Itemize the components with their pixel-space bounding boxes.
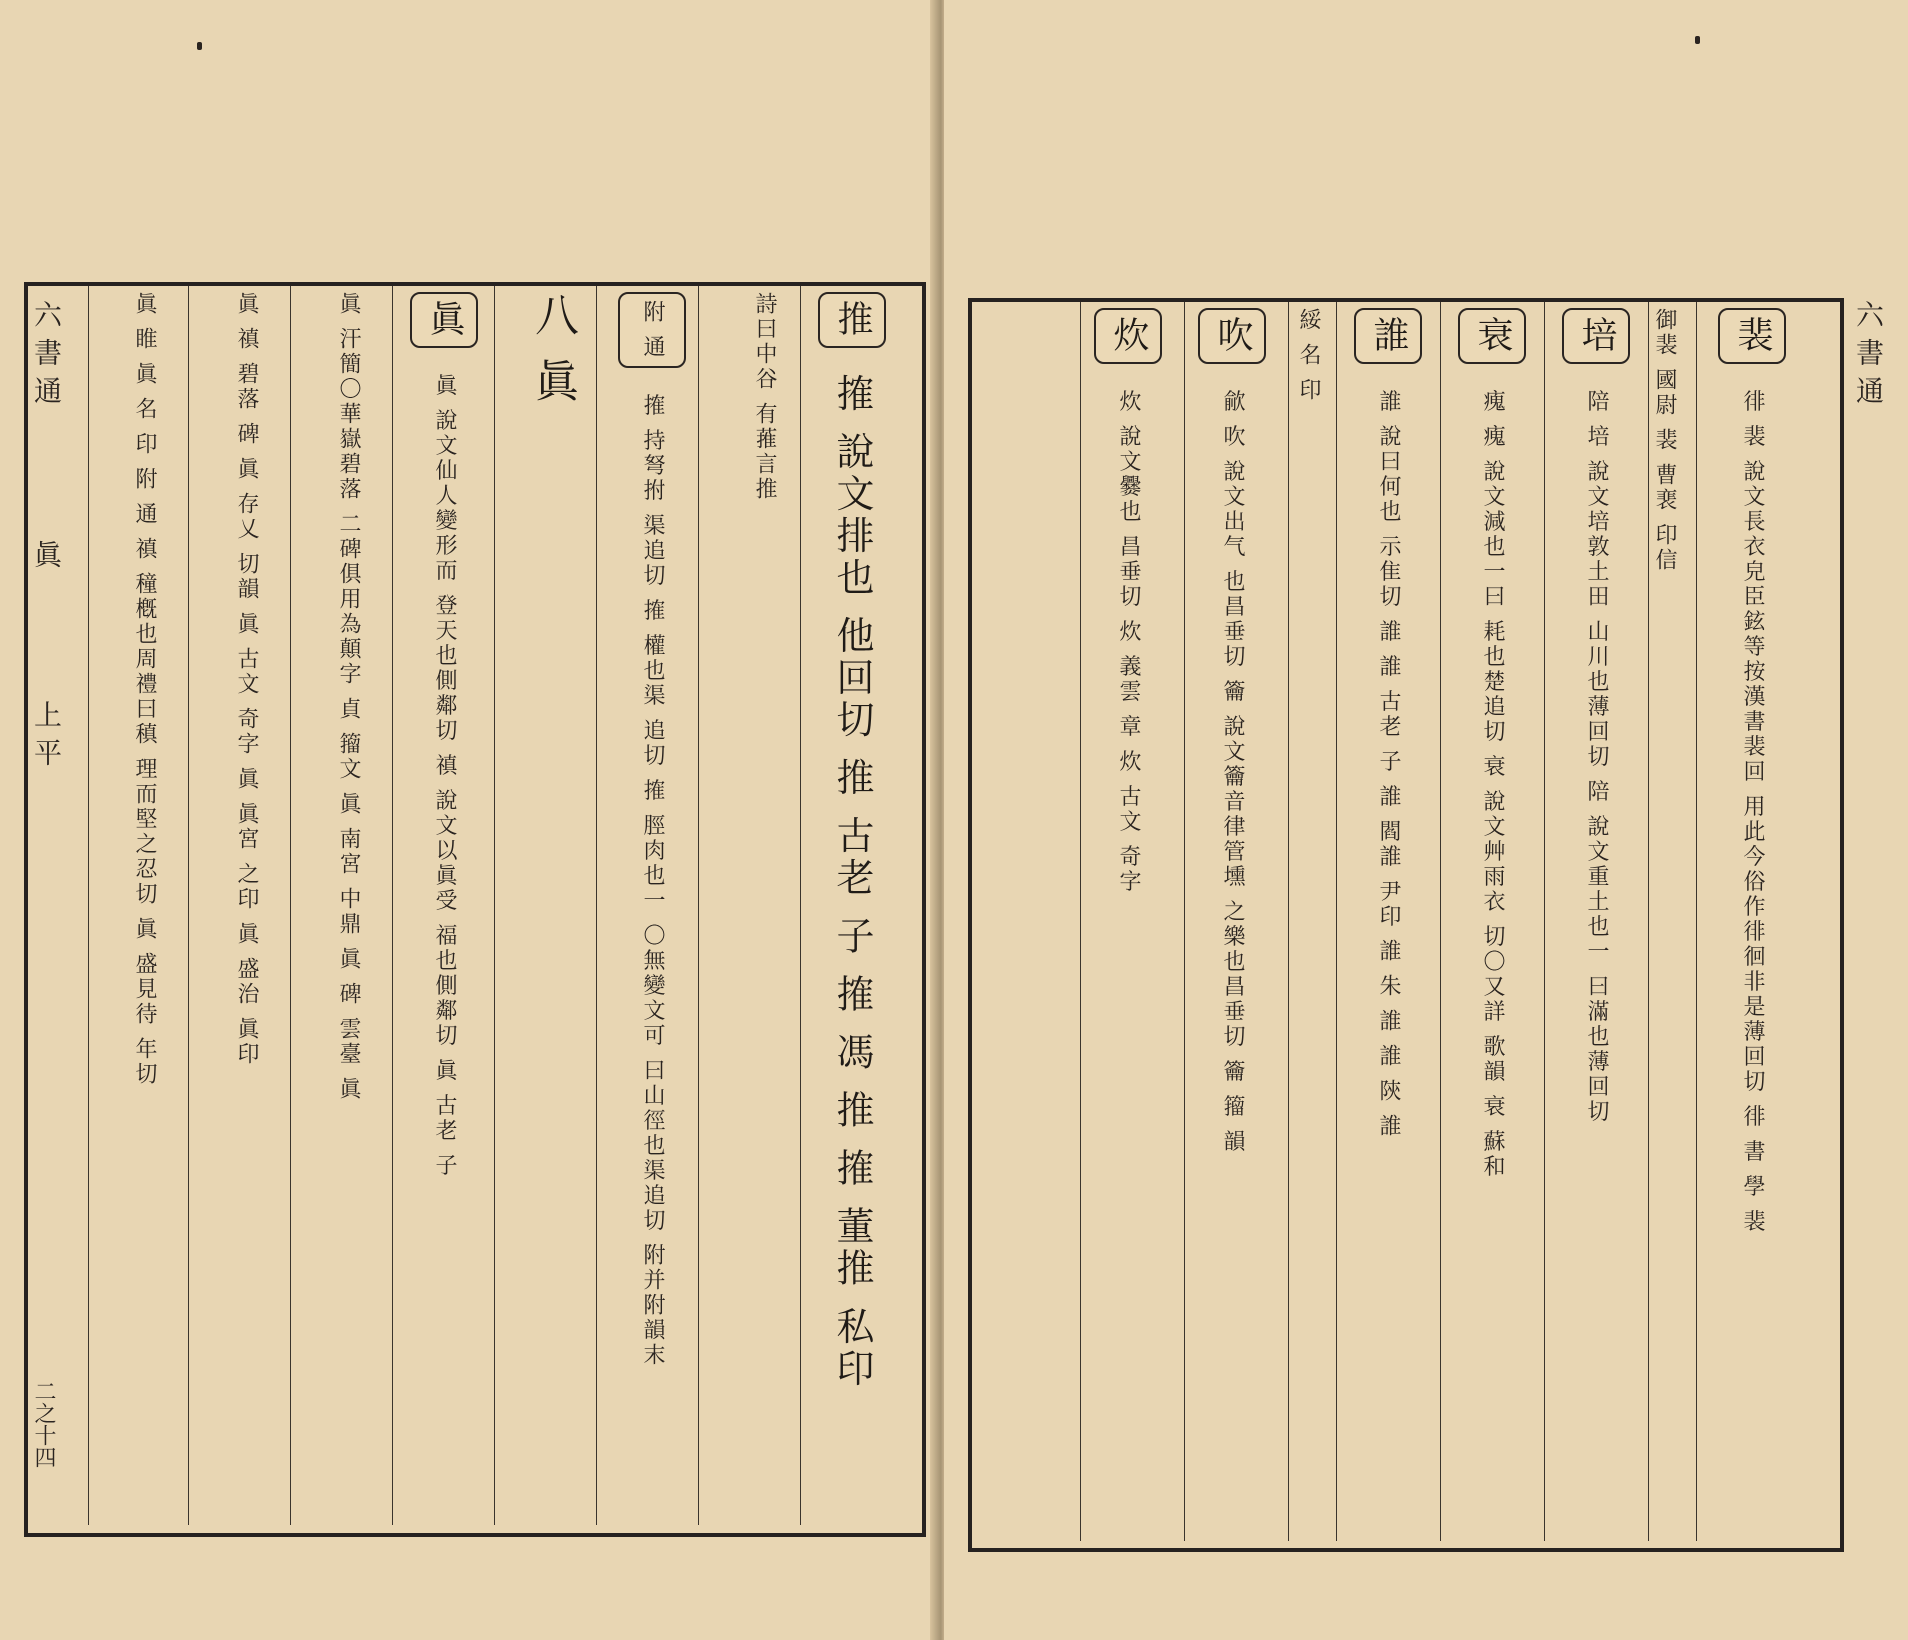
text-column	[318, 292, 376, 1524]
column-text: 眞 禛 碧落 碑 眞 存乂 切韻 眞 古文 奇字 眞 眞宮 之印 眞 盛治 眞印	[234, 292, 259, 1067]
column-text: 瘣 瘣 說文減也一曰 耗也楚追切 衰 說文艸雨衣 切〇又詳 歌韻 衰 蘇和	[1480, 389, 1505, 1180]
ink-mark	[197, 42, 202, 50]
column-text: 搉 持弩拊 渠追切 搉 權也渠 追切 搉 脛肉也一 〇無變文可 曰山徑也渠追切 附并附韻末	[640, 393, 665, 1369]
text-column	[1208, 308, 1266, 1540]
column-text: 八 眞	[527, 292, 578, 406]
text-column	[1642, 308, 1692, 1540]
left-page	[0, 0, 941, 1640]
margin-book-title: 六書通	[1852, 300, 1885, 414]
column-text: 詩曰中谷 有蓷言推	[752, 292, 777, 502]
text-column	[734, 292, 792, 1524]
margin-book-title: 六書通	[30, 300, 63, 414]
column-text: 綏 名 印	[1296, 308, 1321, 403]
text-column	[114, 292, 172, 1524]
column-text: 陪 培 說文培敦土田 山川也薄回切 陪 說文重土也一 曰滿也薄回切	[1584, 389, 1609, 1125]
text-column	[1468, 308, 1526, 1540]
text-column	[420, 292, 478, 1524]
column-text: 眞 汗簡〇華嶽碧落 二碑俱用為顛字 貞 籀文 眞 南宮 中鼎 眞 碑 雲臺 眞	[336, 292, 361, 1102]
column-text: 歈 吹 說文出气 也昌垂切 籥 說文籥音律管壎 之樂也昌垂切 籥 籀 韻	[1220, 389, 1245, 1155]
character-heading: 炊	[1094, 308, 1162, 364]
right-text-frame	[968, 298, 1844, 1552]
column-text: 炊 說文爨也 昌垂切 炊 義雲 章 炊 古文 奇字	[1116, 389, 1141, 895]
text-column	[1364, 308, 1422, 1540]
column-text: 眞 睢 眞 名 印 附 通 禛 穜槪也周禮曰稹 理而堅之忍切 眞 盛見待 年切	[132, 292, 157, 1087]
character-heading: 培	[1562, 308, 1630, 364]
column-text: 御裴 國尉 裴 曹裵 印信	[1652, 308, 1677, 573]
column-text: 搉 說文排也 他回切 推 古老 子 搉 馮 推 搉 董推 私印	[830, 373, 874, 1391]
character-heading: 推	[818, 292, 886, 348]
column-text: 徘 裴 說文長衣皃臣鉉等按漢書裴回 用此今俗作徘徊非是薄回切 徘 書 學 裴	[1740, 389, 1765, 1235]
column-text: 誰 說曰何也 示隹切 誰 誰 古老 子 誰 閻誰 尹印 誰 朱 誰 誰 陝 誰	[1376, 389, 1401, 1140]
rhyme-heading	[522, 292, 580, 1524]
right-page	[944, 0, 1908, 1640]
column-text: 眞 說文仙人變形而 登天也側鄰切 禛 說文以眞受 福也側鄰切 眞 古老 子	[432, 373, 457, 1179]
text-column	[1288, 308, 1336, 1540]
margin-section: 眞	[30, 540, 63, 578]
folio-number: 二之十四	[31, 1380, 56, 1468]
text-column	[216, 292, 274, 1524]
character-heading: 衰	[1458, 308, 1526, 364]
ink-mark	[1695, 36, 1700, 44]
character-heading: 裴	[1718, 308, 1786, 364]
text-column	[1104, 308, 1162, 1540]
text-column	[628, 292, 686, 1524]
character-heading: 眞	[410, 292, 478, 348]
appendix-heading: 附 通	[618, 292, 686, 368]
margin-volume: 上平	[30, 700, 63, 776]
character-heading: 吹	[1198, 308, 1266, 364]
text-column	[1728, 308, 1786, 1540]
character-heading: 誰	[1354, 308, 1422, 364]
left-text-frame	[24, 282, 926, 1537]
text-column	[828, 292, 886, 1524]
text-column	[1572, 308, 1630, 1540]
